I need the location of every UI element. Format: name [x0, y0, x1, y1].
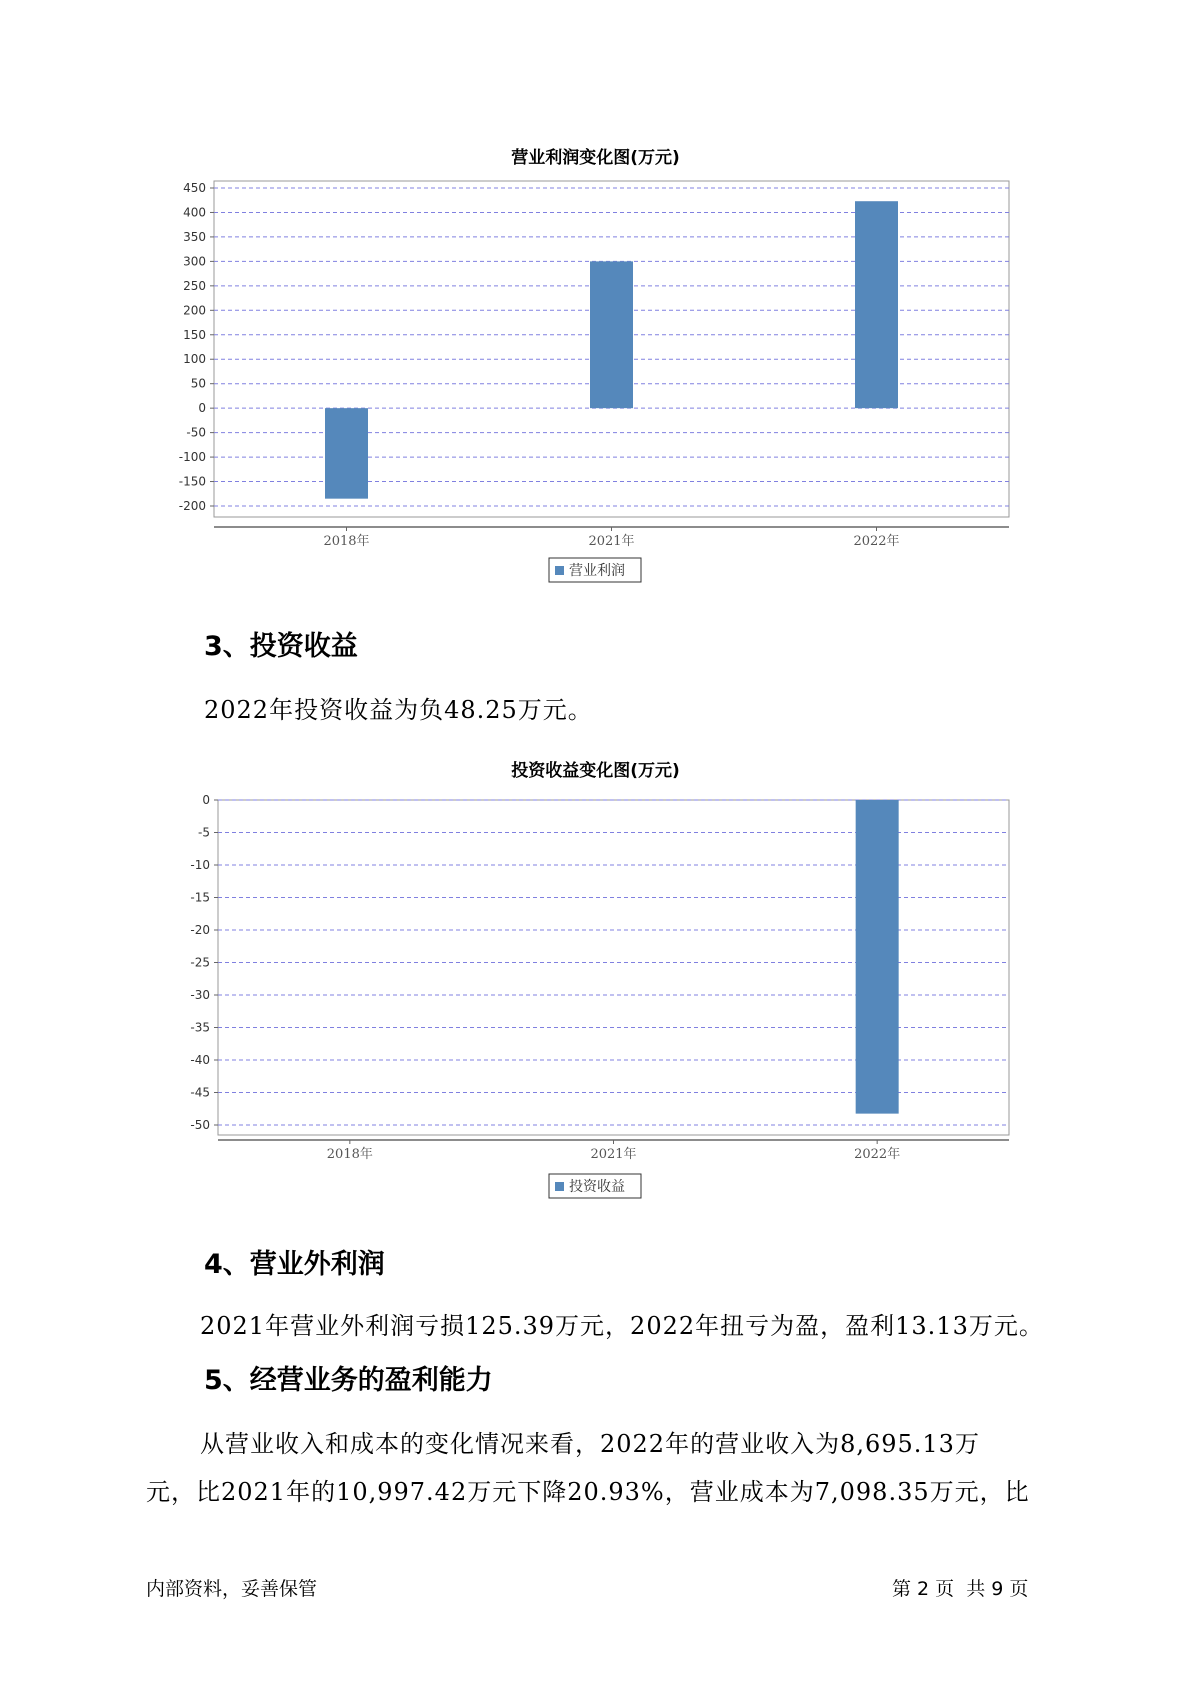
profit-bar — [590, 261, 633, 408]
invest-bar — [856, 800, 899, 1114]
invest-y-tick-label: -25 — [190, 955, 210, 970]
invest-y-tick-label: -35 — [190, 1020, 210, 1035]
invest-y-tick-label: -10 — [190, 858, 210, 872]
invest-x-tick-label: 2022年 — [854, 1147, 901, 1162]
footer-confidential: 内部资料，妥善保管 — [146, 1578, 318, 1600]
profit-chart-title: 营业利润变化图(万元) — [511, 148, 680, 168]
footer-page-number: 第 2 页 共 9 页 — [892, 1578, 1029, 1600]
profit-bar — [325, 408, 368, 499]
section-3-heading: 3、投资收益 — [204, 631, 358, 662]
profit-bar — [855, 201, 898, 408]
profit-y-tick-label: 200 — [183, 303, 206, 318]
invest-x-tick-label: 2018年 — [326, 1147, 373, 1162]
profit-y-tick-label: -200 — [178, 499, 206, 513]
profit-y-tick-label: -100 — [178, 450, 206, 465]
invest-y-tick-label: -15 — [190, 890, 210, 905]
profit-y-tick-label: 400 — [183, 205, 206, 220]
invest-y-tick-label: -50 — [190, 1118, 210, 1132]
invest-y-tick-label: 0 — [202, 793, 210, 807]
profit-y-tick-label: 100 — [183, 352, 206, 367]
invest-y-tick-label: -20 — [190, 923, 210, 937]
section-3-text: 2022年投资收益为负48.25万元。 — [204, 696, 593, 724]
invest-legend-label: 投资收益 — [569, 1179, 625, 1195]
profit-x-tick-label: 2022年 — [853, 534, 900, 549]
section-5-heading: 5、经营业务的盈利能力 — [204, 1365, 493, 1396]
profit-y-tick-label: 300 — [183, 254, 206, 269]
section-5-line-2: 元，比2021年的10,997.42万元下降20.93%，营业成本为7,098.35万元，比 — [146, 1478, 1030, 1506]
profit-y-tick-label: 0 — [198, 401, 206, 416]
profit-y-tick-label: -150 — [178, 474, 206, 489]
profit-y-tick-label: 150 — [183, 327, 206, 342]
profit-y-tick-label: 450 — [183, 181, 206, 195]
profit-legend-swatch — [555, 566, 564, 575]
invest-legend-swatch — [555, 1182, 564, 1191]
invest-y-tick-label: -45 — [190, 1085, 210, 1100]
invest-chart-title: 投资收益变化图(万元) — [511, 761, 680, 781]
profit-y-tick-label: 50 — [190, 376, 206, 391]
profit-legend-label: 营业利润 — [569, 563, 625, 579]
invest-y-tick-label: -5 — [198, 825, 210, 840]
profit-x-tick-label: 2021年 — [588, 534, 635, 549]
profit-y-tick-label: -50 — [186, 425, 206, 440]
invest-chart — [0, 780, 1191, 1210]
section-4-heading: 4、营业外利润 — [204, 1249, 385, 1280]
section-4-text: 2021年营业外利润亏损125.39万元，2022年扭亏为盈，盈利13.13万元。 — [200, 1312, 1044, 1340]
section-5-line-1: 从营业收入和成本的变化情况来看，2022年的营业收入为8,695.13万 — [200, 1430, 980, 1458]
invest-y-tick-label: -30 — [190, 988, 210, 1002]
profit-x-tick-label: 2018年 — [323, 534, 370, 549]
profit-y-tick-label: 250 — [183, 278, 206, 293]
profit-y-tick-label: 350 — [183, 229, 206, 244]
invest-y-tick-label: -40 — [190, 1053, 210, 1067]
profit-chart — [0, 160, 1191, 600]
invest-x-tick-label: 2021年 — [590, 1147, 637, 1162]
